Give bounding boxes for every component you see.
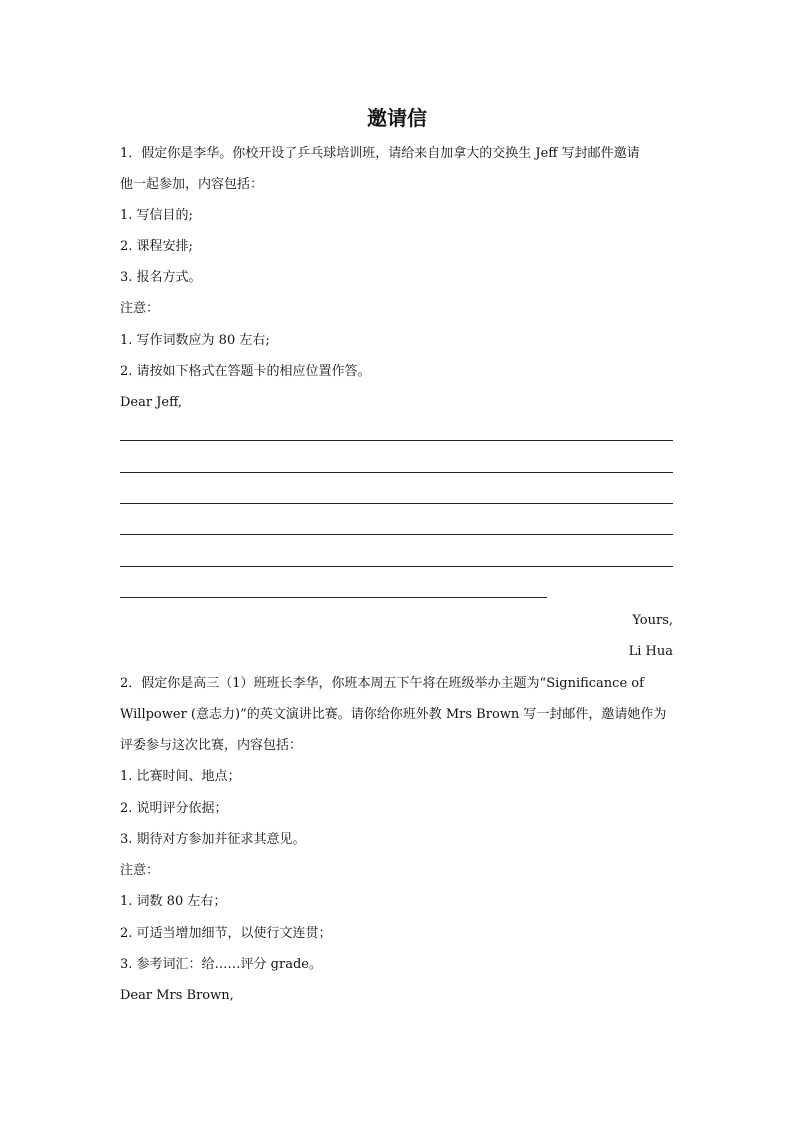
q2-salutation: Dear Mrs Brown, bbox=[120, 988, 234, 1003]
answer-line bbox=[120, 472, 673, 473]
q1-signature: Li Hua bbox=[628, 644, 673, 659]
answer-line bbox=[120, 534, 673, 535]
q2-point-1: 1. 比赛时间、地点； bbox=[120, 769, 241, 784]
q2-notes-label: 注意： bbox=[120, 863, 160, 878]
q2-note-3: 3. 参考词汇：给……评分 grade。 bbox=[120, 957, 322, 972]
answer-line bbox=[120, 597, 547, 598]
q2-prompt-line-2: Willpower (意志力)”的英文演讲比赛。请你给你班外教 Mrs Brown 写一封邮件，邀请她作为 bbox=[120, 707, 667, 722]
q1-point-3: 3. 报名方式。 bbox=[120, 270, 202, 285]
q1-closing: Yours, bbox=[632, 613, 673, 628]
q2-note-1: 1. 词数 80 左右； bbox=[120, 894, 227, 909]
q1-note-1: 1. 写作词数应为 80 左右; bbox=[120, 333, 270, 348]
answer-line bbox=[120, 503, 673, 504]
q1-prompt-line-2: 他一起参加，内容包括： bbox=[120, 177, 264, 192]
q2-point-2: 2. 说明评分依据； bbox=[120, 801, 228, 816]
q1-point-2: 2. 课程安排; bbox=[120, 239, 193, 254]
q1-salutation: Dear Jeff, bbox=[120, 395, 183, 410]
q1-point-1: 1. 写信目的; bbox=[120, 208, 193, 223]
q2-point-3: 3. 期待对方参加并征求其意见。 bbox=[120, 832, 306, 847]
q2-note-2: 2. 可适当增加细节，以使行文连贯； bbox=[120, 926, 332, 941]
q2-prompt-line-3: 评委参与这次比赛，内容包括： bbox=[120, 738, 303, 753]
q1-prompt-line-1: 1．假定你是李华。你校开设了乒乓球培训班，请给来自加拿大的交换生 Jeff 写封邮件邀请 bbox=[120, 146, 640, 161]
q1-note-2: 2. 请按如下格式在答题卡的相应位置作答。 bbox=[120, 364, 371, 379]
q1-notes-label: 注意： bbox=[120, 301, 160, 316]
page-title: 邀请信 bbox=[367, 106, 427, 130]
answer-line bbox=[120, 440, 673, 441]
answer-line bbox=[120, 566, 673, 567]
q2-prompt-line-1: 2．假定你是高三（1）班班长李华，你班本周五下午将在班级举办主题为“Significance of bbox=[120, 676, 644, 691]
